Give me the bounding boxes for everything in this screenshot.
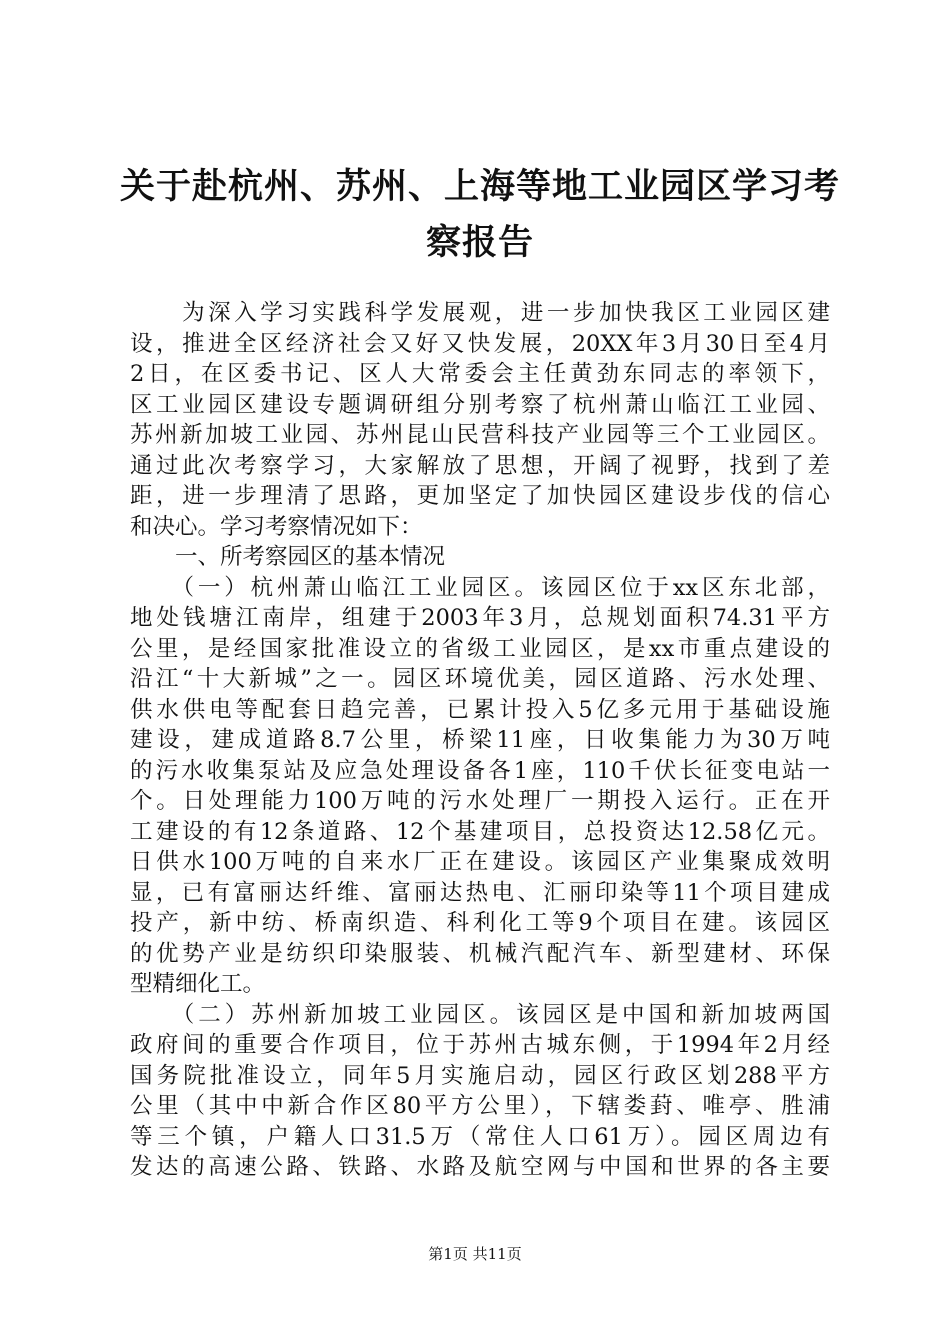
body-line: 型精细化工。	[130, 971, 266, 997]
body-line: 建设，建成道路8.7公里，桥梁11座，日收集能力为30万吨	[130, 727, 830, 753]
page-footer: 第1页 共11页	[428, 1245, 522, 1263]
body-line: （二）苏州新加坡工业园区。该园区是中国和新加坡两国	[130, 1001, 830, 1028]
body-line: （一）杭州萧山临江工业园区。该园区位于xx区东北部，	[130, 574, 830, 601]
body-line: 等三个镇，户籍人口31.5万（常住人口61万）。园区周边有	[130, 1123, 830, 1150]
body-line: 投产，新中纺、桥南织造、科利化工等9个项目在建。该园区	[130, 910, 830, 936]
document-body	[130, 298, 830, 1183]
body-line: 和决心。学习考察情况如下：	[130, 513, 423, 540]
body-line: 国务院批准设立，同年5月实施启动，园区行政区划288平方	[130, 1062, 830, 1089]
body-line: 苏州新加坡工业园、苏州昆山民营科技产业园等三个工业园区。	[130, 422, 830, 448]
section-heading: 一、所考察园区的基本情况	[130, 544, 446, 570]
body-line: 公里，是经国家批准设立的省级工业园区，是xx市重点建设的	[130, 635, 830, 662]
body-line: 距，进一步理清了思路，更加坚定了加快园区建设步伐的信心	[130, 483, 830, 509]
document-title-line-1: 关于赴杭州、苏州、上海等地工业园区学习考	[119, 167, 840, 207]
body-line: 供水供电等配套日趋完善，已累计投入5亿多元用于基础设施	[130, 696, 830, 723]
body-line: 区工业园区建设专题调研组分别考察了杭州萧山临江工业园、	[130, 391, 830, 418]
body-line: 的优势产业是纺织印染服装、机械汽配汽车、新型建材、环保	[130, 940, 830, 967]
body-line: 通过此次考察学习，大家解放了思想，开阔了视野，找到了差	[130, 452, 830, 479]
body-line: 显，已有富丽达纤维、富丽达热电、汇丽印染等11个项目建成	[130, 879, 830, 906]
body-line: 个。日处理能力100万吨的污水处理厂一期投入运行。正在开	[130, 788, 830, 814]
body-line: 日供水100万吨的自来水厂正在建设。该园区产业集聚成效明	[130, 849, 830, 875]
body-line: 政府间的重要合作项目，位于苏州古城东侧，于1994年2月经	[130, 1032, 830, 1058]
body-line: 2日，在区委书记、区人大常委会主任黄劲东同志的率领下，	[130, 361, 830, 387]
body-line: 发达的高速公路、铁路、水路及航空网与中国和世界的各主要	[130, 1154, 830, 1180]
body-line: 沿江“十大新城”之一。园区环境优美，园区道路、污水处理、	[130, 666, 830, 692]
body-line: 设，推进全区经济社会又好又快发展，20XX年3月30日至4月	[130, 330, 830, 357]
body-line: 的污水收集泵站及应急处理设备各1座，110千伏长征变电站一	[130, 757, 830, 784]
body-line: 公里（其中中新合作区80平方公里），下辖娄葑、唯亭、胜浦	[130, 1093, 830, 1119]
body-line: 为深入学习实践科学发展观，进一步加快我区工业园区建	[130, 300, 830, 326]
body-line: 地处钱塘江南岸，组建于2003年3月，总规划面积74.31平方	[130, 605, 830, 631]
body-line: 工建设的有12条道路、12个基建项目，总投资达12.58亿元。	[130, 818, 830, 845]
document-title-line-2: 察报告	[425, 223, 534, 263]
